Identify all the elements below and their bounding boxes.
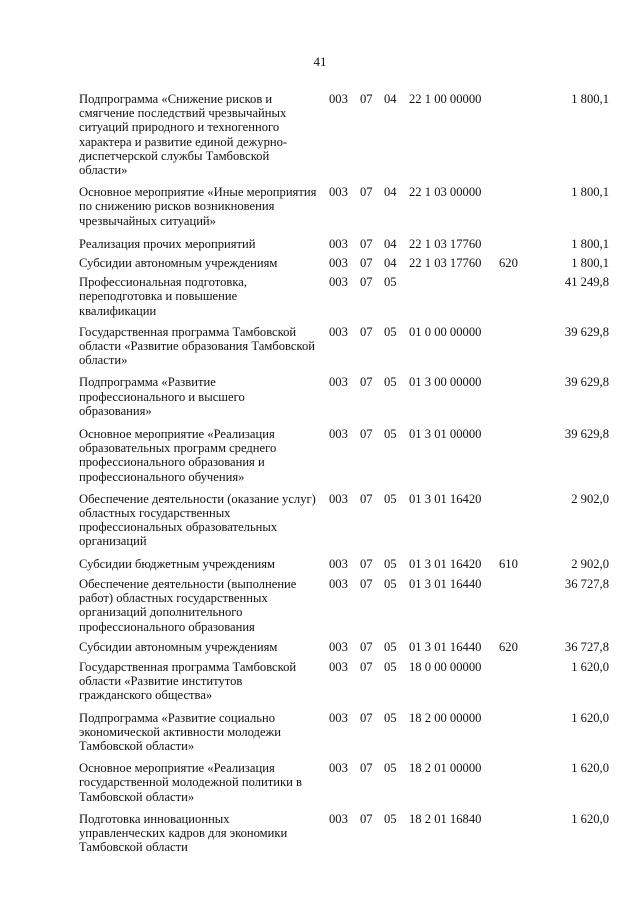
row-amount: 1 800,1 [571,92,609,106]
row-target-article-code: 22 1 03 00000 [409,185,482,200]
row-target-article-code: 18 2 00 00000 [409,710,482,725]
row-section-code: 07 [360,185,373,200]
row-section-code: 07 [360,256,373,271]
row-subsection-code: 04 [384,256,397,271]
row-subsection-code: 05 [384,761,397,776]
table-row [79,557,609,571]
row-ved-code: 003 [329,256,348,271]
row-ved-code: 003 [329,556,348,571]
table-row [79,812,609,855]
row-expense-type-code: 620 [499,639,518,654]
row-ved-code: 003 [329,427,348,442]
row-section-code: 07 [360,324,373,339]
row-ved-code: 003 [329,236,348,251]
row-section-code: 07 [360,639,373,654]
row-amount: 2 902,0 [571,491,609,506]
row-ved-code: 003 [329,761,348,776]
row-target-article-code: 01 3 01 00000 [409,427,482,442]
row-subsection-code: 04 [384,185,397,200]
table-row [79,711,609,754]
row-amount: 36 727,8 [564,639,609,654]
row-subsection-code: 05 [384,324,397,339]
row-amount: 39 629,8 [564,324,609,339]
row-target-article-code: 01 3 01 16420 [409,491,482,506]
row-subsection-code: 04 [384,236,397,251]
row-name: Подпрограмма «Снижение рисков и смягчение последствий чрезвычайных ситуаций природного и техногенного характера и развитие единой дежурно-диспетчерской службы Тамбовской области» [79,92,288,178]
table-row [79,660,609,703]
table-row [79,640,609,654]
row-name: Субсидии автономным учреждениям [79,639,278,654]
row-target-article-code: 01 0 00 00000 [409,324,482,339]
row-subsection-code: 05 [384,639,397,654]
row-expense-type-code: 620 [499,256,518,271]
row-amount: 39 629,8 [564,375,609,390]
row-section-code: 07 [360,92,373,106]
row-ved-code: 003 [329,639,348,654]
table-row [79,275,609,318]
row-amount: 1 620,0 [571,811,609,826]
row-name: Государственная программа Тамбовской области «Развитие образования Тамбовской области» [79,324,315,368]
row-target-article-code: 22 1 03 17760 [409,236,482,251]
row-amount: 1 800,1 [571,256,609,271]
table-row [79,761,609,804]
row-target-article-code: 22 1 03 17760 [409,256,482,271]
row-name: Реализация прочих мероприятий [79,236,256,251]
row-ved-code: 003 [329,92,348,106]
row-ved-code: 003 [329,659,348,674]
row-subsection-code: 05 [384,659,397,674]
row-name: Государственная программа Тамбовской области «Развитие институтов гражданского общества» [79,659,297,703]
table-row [79,237,609,251]
row-name: Подготовка инновационных управленческих кадров для экономики Тамбовской области [79,811,288,855]
row-ved-code: 003 [329,275,348,290]
table-row [79,185,609,228]
table-row [79,325,609,368]
row-section-code: 07 [360,375,373,390]
row-amount: 1 620,0 [571,710,609,725]
row-target-article-code: 01 3 01 16440 [409,639,482,654]
row-name: Субсидии бюджетным учреждениям [79,556,275,571]
row-amount: 1 620,0 [571,761,609,776]
row-name: Субсидии автономным учреждениям [79,256,278,271]
row-amount: 1 800,1 [571,236,609,251]
row-name: Основное мероприятие «Реализация государственной молодежной политики в Тамбовской области» [79,761,302,804]
row-amount: 39 629,8 [564,427,609,442]
row-amount: 1 620,0 [571,659,609,674]
page-number: 41 [313,54,327,69]
row-name: Основное мероприятие «Иные мероприятия по снижению рисков возникновения чрезвычайных ситуаций» [79,185,317,228]
row-section-code: 07 [360,491,373,506]
row-amount: 41 249,8 [564,275,609,290]
row-section-code: 07 [360,275,373,290]
row-target-article-code: 22 1 00 00000 [409,92,482,106]
row-subsection-code: 04 [384,92,397,106]
row-target-article-code: 01 3 01 16420 [409,556,482,571]
row-subsection-code: 05 [384,427,397,442]
row-subsection-code: 05 [384,576,397,591]
row-name: Подпрограмма «Развитие социально экономической активности молодежи Тамбовской области» [79,710,281,753]
row-ved-code: 003 [329,710,348,725]
row-section-code: 07 [360,236,373,251]
row-amount: 2 902,0 [571,556,609,571]
row-subsection-code: 05 [384,491,397,506]
row-subsection-code: 05 [384,710,397,725]
row-ved-code: 003 [329,811,348,826]
row-name: Основное мероприятие «Реализация образовательных программ среднего профессионального образования и профессионального обучения» [79,427,277,484]
row-name: Обеспечение деятельности (оказание услуг) областных государственных профессиональных образовательных организаций [79,491,316,549]
row-ved-code: 003 [329,375,348,390]
row-subsection-code: 05 [384,556,397,571]
row-name: Обеспечение деятельности (выполнение работ) областных государственных организаций дополнительного профессионального образования [79,576,297,634]
row-subsection-code: 05 [384,275,397,290]
row-target-article-code: 18 2 01 00000 [409,761,482,776]
row-ved-code: 003 [329,491,348,506]
row-name: Профессиональная подготовка, переподготовка и повышение квалификации [79,275,248,318]
row-ved-code: 003 [329,185,348,200]
row-expense-type-code: 610 [499,556,518,571]
row-target-article-code: 18 0 00 00000 [409,659,482,674]
row-subsection-code: 05 [384,811,397,826]
row-amount: 1 800,1 [571,185,609,200]
table-row [79,256,609,270]
row-target-article-code: 01 3 00 00000 [409,375,482,390]
row-section-code: 07 [360,427,373,442]
table-row [79,375,609,418]
row-target-article-code: 18 2 01 16840 [409,811,482,826]
table-row [79,92,609,177]
budget-table [79,92,609,854]
table-row [79,427,609,484]
row-section-code: 07 [360,710,373,725]
row-name: Подпрограмма «Развитие профессионального и высшего образования» [79,375,245,418]
row-amount: 36 727,8 [564,576,609,591]
row-section-code: 07 [360,576,373,591]
row-section-code: 07 [360,761,373,776]
table-row [79,492,609,549]
row-ved-code: 003 [329,324,348,339]
table-row [79,577,609,634]
row-section-code: 07 [360,556,373,571]
row-ved-code: 003 [329,576,348,591]
row-target-article-code: 01 3 01 16440 [409,576,482,591]
row-section-code: 07 [360,811,373,826]
row-subsection-code: 05 [384,375,397,390]
row-section-code: 07 [360,659,373,674]
